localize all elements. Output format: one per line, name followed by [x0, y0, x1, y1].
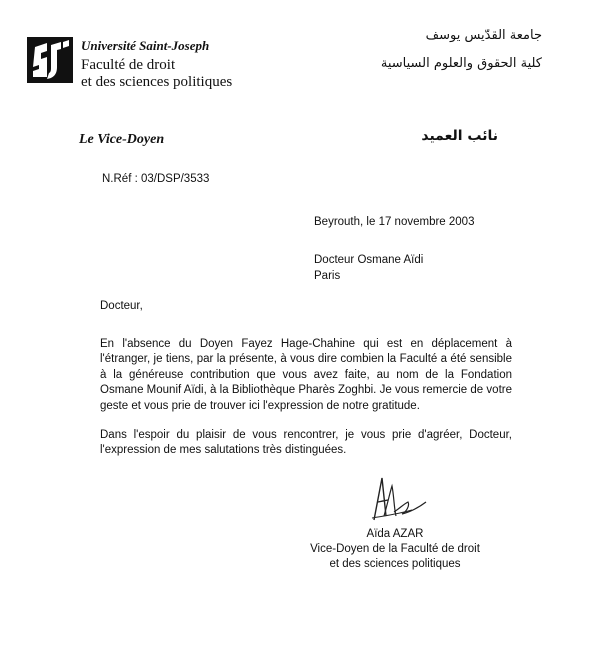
date-line: Beyrouth, le 17 novembre 2003 [314, 216, 475, 228]
signature-block [300, 527, 490, 572]
faculty-name-line2: et des sciences politiques [81, 74, 233, 90]
salutation: Docteur, [100, 300, 143, 312]
usj-logo-icon [27, 37, 73, 83]
arabic-faculty-name: كلية الحقوق والعلوم السياسية [380, 56, 542, 71]
office-title: Le Vice-Doyen [79, 132, 165, 147]
university-name: Université Saint-Joseph [81, 38, 210, 53]
recipient-name: Docteur Osmane Aïdi [314, 254, 424, 266]
arabic-university-name: جامعة القدّيس يوسف [425, 28, 542, 43]
recipient-city: Paris [314, 270, 341, 282]
handwritten-signature-icon [364, 472, 434, 524]
signatory-role-line1: Vice-Doyen de la Faculté de droit [310, 543, 480, 555]
signatory-role-line2: et des sciences politiques [329, 558, 461, 570]
body-paragraph-1: En l'absence du Doyen Fayez Hage-Chahine qui est en déplacement à l'étranger, je tiens, par la présente, à vous dire combien la Faculté a été sensible à la généreuse contribution que vous avez faite, au nom de la Fondation Osmane Mounif Aïdi, à la Bibliothèque Pharès Zoghbi. Je vous remercie de votre geste et vous prie de trouver ici l'expression de notre gratitude. [100, 338, 512, 412]
reference-number: N.Réf : 03/DSP/3533 [102, 173, 210, 185]
signatory-name: Aïda AZAR [366, 528, 424, 540]
office-title-arabic: نائب العميد [421, 128, 498, 144]
faculty-name-line1: Faculté de droit [81, 57, 176, 73]
body-paragraph-2: Dans l'espoir du plaisir de vous rencontrer, je vous prie d'agréer, Docteur, l'expression de mes salutations très distinguées. [100, 429, 512, 457]
